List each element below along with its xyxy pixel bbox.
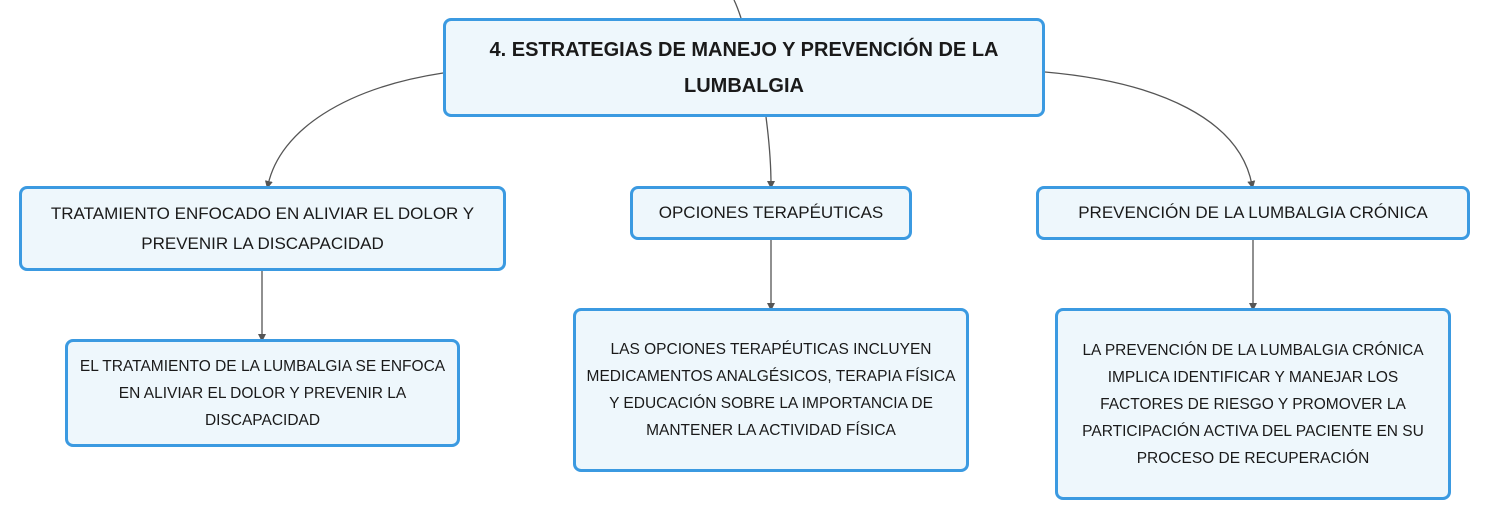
branch-label: PREVENCIÓN DE LA LUMBALGIA CRÓNICA — [1078, 203, 1428, 222]
central-topic-title: 4. ESTRATEGIAS DE MANEJO Y PREVENCIÓN DE LA LUMBALGIA — [489, 38, 999, 97]
branch-node-opciones-terapeuticas[interactable] — [630, 186, 912, 240]
connector-root-to-mid-branch — [766, 117, 771, 185]
branch-node-prevencion[interactable] — [1036, 186, 1470, 240]
leaf-node-opciones-detail[interactable] — [573, 308, 969, 472]
connector-from-parent — [734, 0, 741, 18]
leaf-text: EL TRATAMIENTO DE LA LUMBALGIA SE ENFOCA EN ALIVIAR EL DOLOR Y PREVENIR LA DISCAPACIDAD — [79, 357, 446, 429]
connector-root-to-right-branch — [1045, 72, 1252, 185]
branch-node-tratamiento[interactable] — [19, 186, 506, 271]
leaf-text: LA PREVENCIÓN DE LA LUMBALGIA CRÓNICA IMPLICA IDENTIFICAR Y MANEJAR LOS FACTORES DE RIESGO Y PROMOVER LA PARTICIPACIÓN ACTIVA DEL PACIENTE EN SU PROCESO DE RECUPERACIÓN — [1082, 341, 1424, 467]
leaf-node-prevencion-detail[interactable] — [1055, 308, 1451, 500]
branch-label: TRATAMIENTO ENFOCADO EN ALIVIAR EL DOLOR Y PREVENIR LA DISCAPACIDAD — [50, 203, 475, 253]
central-topic-node[interactable] — [443, 18, 1045, 117]
branch-label: OPCIONES TERAPÉUTICAS — [658, 203, 884, 222]
connector-root-to-left-branch — [268, 73, 443, 185]
leaf-node-tratamiento-detail[interactable] — [65, 339, 460, 447]
leaf-text: LAS OPCIONES TERAPÉUTICAS INCLUYEN MEDICAMENTOS ANALGÉSICOS, TERAPIA FÍSICA Y EDUCACIÓN SOBRE LA IMPORTANCIA DE MANTENER LA ACTIVIDAD FÍSICA — [586, 341, 956, 439]
